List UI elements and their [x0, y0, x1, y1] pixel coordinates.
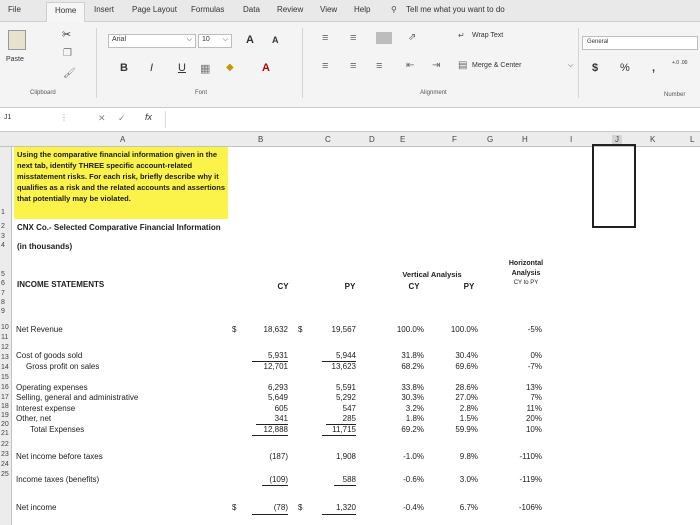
row-headers: [0, 147, 12, 525]
ha-value[interactable]: 0%: [530, 351, 542, 360]
row-header[interactable]: 13: [1, 354, 9, 361]
chevron-down-icon: ⌵: [222, 36, 228, 43]
income-statements-header[interactable]: INCOME STATEMENTS: [17, 280, 105, 289]
line-label[interactable]: Total Expenses: [30, 425, 85, 434]
row-header[interactable]: 16: [1, 384, 9, 391]
formula-input[interactable]: [165, 111, 697, 128]
tab-review[interactable]: Review: [277, 5, 304, 14]
py-value[interactable]: 5,944: [335, 351, 356, 360]
column-header[interactable]: G: [487, 135, 494, 144]
column-header[interactable]: I: [570, 135, 573, 144]
va-py-header[interactable]: PY: [463, 282, 475, 291]
ribbon-tab-bar: [0, 0, 700, 22]
number-format-value: General: [587, 39, 609, 45]
va-py-value[interactable]: 6.7%: [459, 503, 478, 512]
cy-header[interactable]: CY: [277, 282, 289, 291]
va-cy-header[interactable]: CY: [408, 282, 420, 291]
wrap-text-icon: ↵: [458, 31, 465, 40]
line-label[interactable]: Interest expense: [16, 404, 76, 413]
va-py-value[interactable]: 28.6%: [455, 383, 478, 392]
dollar-sign: $: [232, 325, 237, 334]
paste-icon[interactable]: [8, 30, 26, 50]
group-divider: [96, 28, 97, 98]
va-py-value[interactable]: 69.6%: [455, 362, 478, 371]
py-value[interactable]: 1,320: [335, 503, 356, 512]
bold-button[interactable]: B: [120, 62, 128, 74]
orientation-icon[interactable]: ⇗: [408, 32, 417, 43]
ha-value[interactable]: 20%: [525, 414, 542, 423]
row-header[interactable]: 1: [1, 209, 5, 216]
underline-rule: [334, 485, 356, 486]
py-value[interactable]: 19,567: [331, 325, 356, 334]
row-header[interactable]: 12: [1, 344, 9, 351]
cy-value[interactable]: (78): [273, 503, 288, 512]
tab-home[interactable]: Home: [46, 2, 85, 22]
double-underline-rule: [322, 514, 356, 515]
horizontal-analysis-header[interactable]: Horizontal: [508, 260, 544, 267]
row-header[interactable]: 21: [1, 430, 9, 437]
alignment-group-label: Alignment: [420, 90, 447, 96]
font-size-dropdown[interactable]: [198, 34, 232, 48]
font-size-value: 10: [202, 36, 210, 43]
underline-rule: [322, 435, 356, 436]
cy-value[interactable]: (187): [269, 452, 288, 461]
column-header[interactable]: E: [400, 135, 406, 144]
row-header[interactable]: 6: [1, 280, 5, 287]
line-label[interactable]: Cost of goods sold: [16, 351, 83, 360]
cy-value[interactable]: 341: [274, 414, 288, 423]
tab-page-layout[interactable]: Page Layout: [132, 5, 177, 14]
paste-button[interactable]: Paste: [6, 56, 24, 63]
cy-value[interactable]: 5,931: [267, 351, 288, 360]
grow-font-icon[interactable]: A: [246, 34, 254, 46]
row-header[interactable]: 19: [1, 412, 9, 419]
ha-value[interactable]: 13%: [525, 383, 542, 392]
insert-function-button[interactable]: fx: [145, 112, 153, 122]
row-header[interactable]: 17: [1, 394, 9, 401]
column-header[interactable]: C: [325, 135, 331, 144]
row-header[interactable]: 18: [1, 403, 9, 410]
va-cy-value[interactable]: 69.2%: [401, 425, 424, 434]
ha-value[interactable]: 11%: [526, 404, 542, 413]
font-group-label: Font: [195, 90, 208, 96]
line-label[interactable]: Net income: [16, 503, 57, 512]
units-label[interactable]: (in thousands): [17, 242, 73, 251]
cy-value[interactable]: (109): [269, 475, 288, 484]
va-py-value[interactable]: 3.0%: [459, 475, 478, 484]
tab-insert[interactable]: Insert: [94, 5, 115, 14]
row-header[interactable]: 22: [1, 441, 9, 448]
font-color-icon[interactable]: A: [262, 62, 270, 74]
horizontal-analysis-header[interactable]: Analysis: [511, 270, 541, 277]
more-icon[interactable]: ⋮: [60, 113, 68, 122]
column-header[interactable]: K: [650, 135, 656, 144]
merge-center-icon: ▤: [458, 60, 468, 71]
py-value[interactable]: 547: [342, 404, 356, 413]
line-label[interactable]: Operating expenses: [16, 383, 88, 392]
underline-button[interactable]: U: [178, 62, 186, 74]
va-cy-value[interactable]: 31.8%: [401, 351, 424, 360]
ha-value[interactable]: -7%: [527, 362, 542, 371]
align-middle-icon[interactable]: ≡: [350, 32, 357, 44]
row-header[interactable]: 15: [1, 374, 9, 381]
clipboard-group-label: Clipboard: [30, 90, 56, 96]
line-label[interactable]: Selling, general and administrative: [16, 393, 139, 402]
va-cy-value[interactable]: 30.3%: [401, 393, 424, 402]
line-label[interactable]: Gross profit on sales: [26, 362, 100, 371]
underline-rule: [262, 485, 288, 486]
number-group-label: Number: [664, 92, 686, 98]
group-divider: [302, 28, 303, 98]
align-top-icon[interactable]: ≡: [322, 32, 329, 44]
py-value[interactable]: 11,715: [332, 425, 356, 434]
cy-value[interactable]: 605: [274, 404, 288, 413]
ha-value[interactable]: -110%: [519, 452, 542, 461]
dollar-sign: $: [232, 503, 237, 512]
ha-value[interactable]: 7%: [530, 393, 542, 402]
align-left-icon[interactable]: ≡: [322, 60, 329, 72]
tab-data[interactable]: Data: [243, 5, 260, 14]
column-header[interactable]: H: [522, 135, 528, 144]
column-header[interactable]: A: [120, 135, 126, 144]
cut-icon[interactable]: ✂: [62, 29, 72, 41]
row-header[interactable]: 9: [1, 308, 5, 315]
va-cy-value[interactable]: 33.8%: [401, 383, 424, 392]
formula-bar: [0, 108, 700, 132]
dollar-sign: $: [298, 325, 303, 334]
va-py-value[interactable]: 9.8%: [459, 452, 478, 461]
va-py-value[interactable]: 30.4%: [455, 351, 478, 360]
row-header[interactable]: 25: [1, 471, 9, 478]
column-header[interactable]: B: [258, 135, 264, 144]
chevron-down-icon[interactable]: ⌵: [568, 62, 574, 69]
group-divider: [578, 28, 579, 98]
sheet-title[interactable]: CNX Co.- Selected Comparative Financial Information: [17, 223, 221, 232]
center-icon[interactable]: ≡: [350, 60, 357, 72]
py-header[interactable]: PY: [344, 282, 356, 291]
decrease-indent-icon[interactable]: ⇤: [406, 60, 415, 71]
row-header[interactable]: 20: [1, 421, 9, 428]
py-value[interactable]: 285: [342, 414, 356, 423]
tab-view[interactable]: View: [320, 5, 338, 14]
merge-center-button[interactable]: Merge & Center: [472, 62, 522, 69]
row-header[interactable]: 23: [1, 451, 9, 458]
line-label[interactable]: Net income before taxes: [16, 452, 103, 461]
ha-value[interactable]: 10%: [525, 425, 542, 434]
selected-cell-j1[interactable]: [592, 144, 636, 228]
va-py-value[interactable]: 2.8%: [459, 404, 478, 413]
py-value[interactable]: 1,908: [335, 452, 356, 461]
number-format-dropdown[interactable]: [582, 36, 698, 50]
increase-decimal-button[interactable]: +.0 .00: [672, 60, 688, 66]
column-header-selected[interactable]: J: [612, 135, 622, 144]
ha-value[interactable]: -5%: [527, 325, 542, 334]
line-label[interactable]: Net Revenue: [16, 325, 63, 334]
instructions-cell[interactable]: Using the comparative financial information given in the next tab, identify THREE specific account-related misstatement risks. For each risk, briefly describe why it qualifies as a risk and the related accounts and assertions that potentially may be violated.: [17, 150, 225, 203]
py-value[interactable]: 13,623: [331, 362, 356, 371]
cy-value[interactable]: 6,293: [267, 383, 288, 392]
dollar-sign: $: [298, 503, 303, 512]
align-right-icon[interactable]: ≡: [376, 60, 383, 72]
row-header[interactable]: 7: [1, 290, 5, 297]
fill-color-icon[interactable]: ◆: [226, 62, 234, 73]
name-box[interactable]: J1: [4, 114, 12, 121]
cy-value[interactable]: 18,632: [263, 325, 288, 334]
font-name-dropdown[interactable]: [108, 34, 196, 48]
italic-button[interactable]: I: [150, 62, 154, 74]
tell-me-search[interactable]: Tell me what you want to do: [406, 5, 505, 14]
align-bottom-icon[interactable]: [376, 32, 392, 44]
shrink-font-icon[interactable]: A: [272, 35, 279, 45]
row-header[interactable]: 14: [1, 364, 9, 371]
row-header[interactable]: 8: [1, 299, 5, 306]
wrap-text-button[interactable]: Wrap Text: [472, 32, 504, 39]
va-cy-value[interactable]: 100.0%: [396, 325, 424, 334]
tab-help[interactable]: Help: [354, 5, 371, 14]
chevron-down-icon: ⌵: [186, 36, 192, 43]
underline-rule: [252, 435, 288, 436]
va-cy-value[interactable]: 3.2%: [405, 404, 424, 413]
row-header[interactable]: 10: [1, 324, 9, 331]
column-header[interactable]: F: [452, 135, 457, 144]
format-painter-icon[interactable]: 🖌: [63, 68, 76, 79]
vertical-analysis-header[interactable]: Vertical Analysis: [402, 270, 462, 279]
increase-indent-icon[interactable]: ⇥: [432, 60, 441, 71]
va-cy-value[interactable]: 68.2%: [401, 362, 424, 371]
cy-value[interactable]: 12,701: [263, 362, 288, 371]
ha-value[interactable]: -106%: [518, 503, 542, 512]
va-py-value[interactable]: 100.0%: [450, 325, 478, 334]
ha-value[interactable]: -119%: [519, 475, 542, 484]
row-header[interactable]: 11: [1, 334, 9, 341]
va-py-value[interactable]: 27.0%: [455, 393, 478, 402]
ribbon: [0, 22, 700, 108]
va-cy-value[interactable]: -1.0%: [403, 452, 424, 461]
font-name-value: Arial: [112, 36, 127, 43]
py-value[interactable]: 5,591: [335, 383, 356, 392]
row-header[interactable]: 4: [1, 242, 5, 249]
borders-icon[interactable]: ▦: [200, 63, 211, 75]
currency-button[interactable]: $: [592, 62, 599, 74]
py-value[interactable]: 588: [342, 475, 356, 484]
va-cy-value[interactable]: -0.4%: [403, 503, 424, 512]
row-header[interactable]: 5: [1, 271, 5, 278]
column-header[interactable]: D: [369, 135, 375, 144]
row-header[interactable]: 2: [1, 223, 5, 230]
cy-value[interactable]: 5,649: [267, 393, 288, 402]
column-header[interactable]: L: [690, 135, 695, 144]
va-py-value[interactable]: 59.9%: [455, 425, 478, 434]
row-header[interactable]: 24: [1, 461, 9, 468]
va-cy-value[interactable]: 1.8%: [405, 414, 424, 423]
comma-button[interactable]: ,: [652, 62, 656, 74]
row-header[interactable]: 3: [1, 233, 5, 240]
lightbulb-icon: ⚲: [391, 5, 397, 14]
va-py-value[interactable]: 1.5%: [459, 414, 478, 423]
py-value[interactable]: 5,292: [335, 393, 356, 402]
copy-icon[interactable]: ❐: [63, 48, 72, 59]
percent-button[interactable]: %: [620, 62, 630, 74]
line-label[interactable]: Other, net: [16, 414, 52, 423]
cancel-icon[interactable]: ✕: [98, 113, 106, 123]
double-underline-rule: [252, 514, 288, 515]
line-label[interactable]: Income taxes (benefits): [16, 475, 100, 484]
tab-formulas[interactable]: Formulas: [191, 5, 225, 14]
va-cy-value[interactable]: -0.6%: [403, 475, 424, 484]
horizontal-analysis-sub[interactable]: CY to PY: [513, 280, 539, 286]
cy-value[interactable]: 12,888: [263, 425, 288, 434]
enter-icon[interactable]: ✓: [118, 113, 126, 123]
tab-file[interactable]: File: [8, 5, 21, 14]
